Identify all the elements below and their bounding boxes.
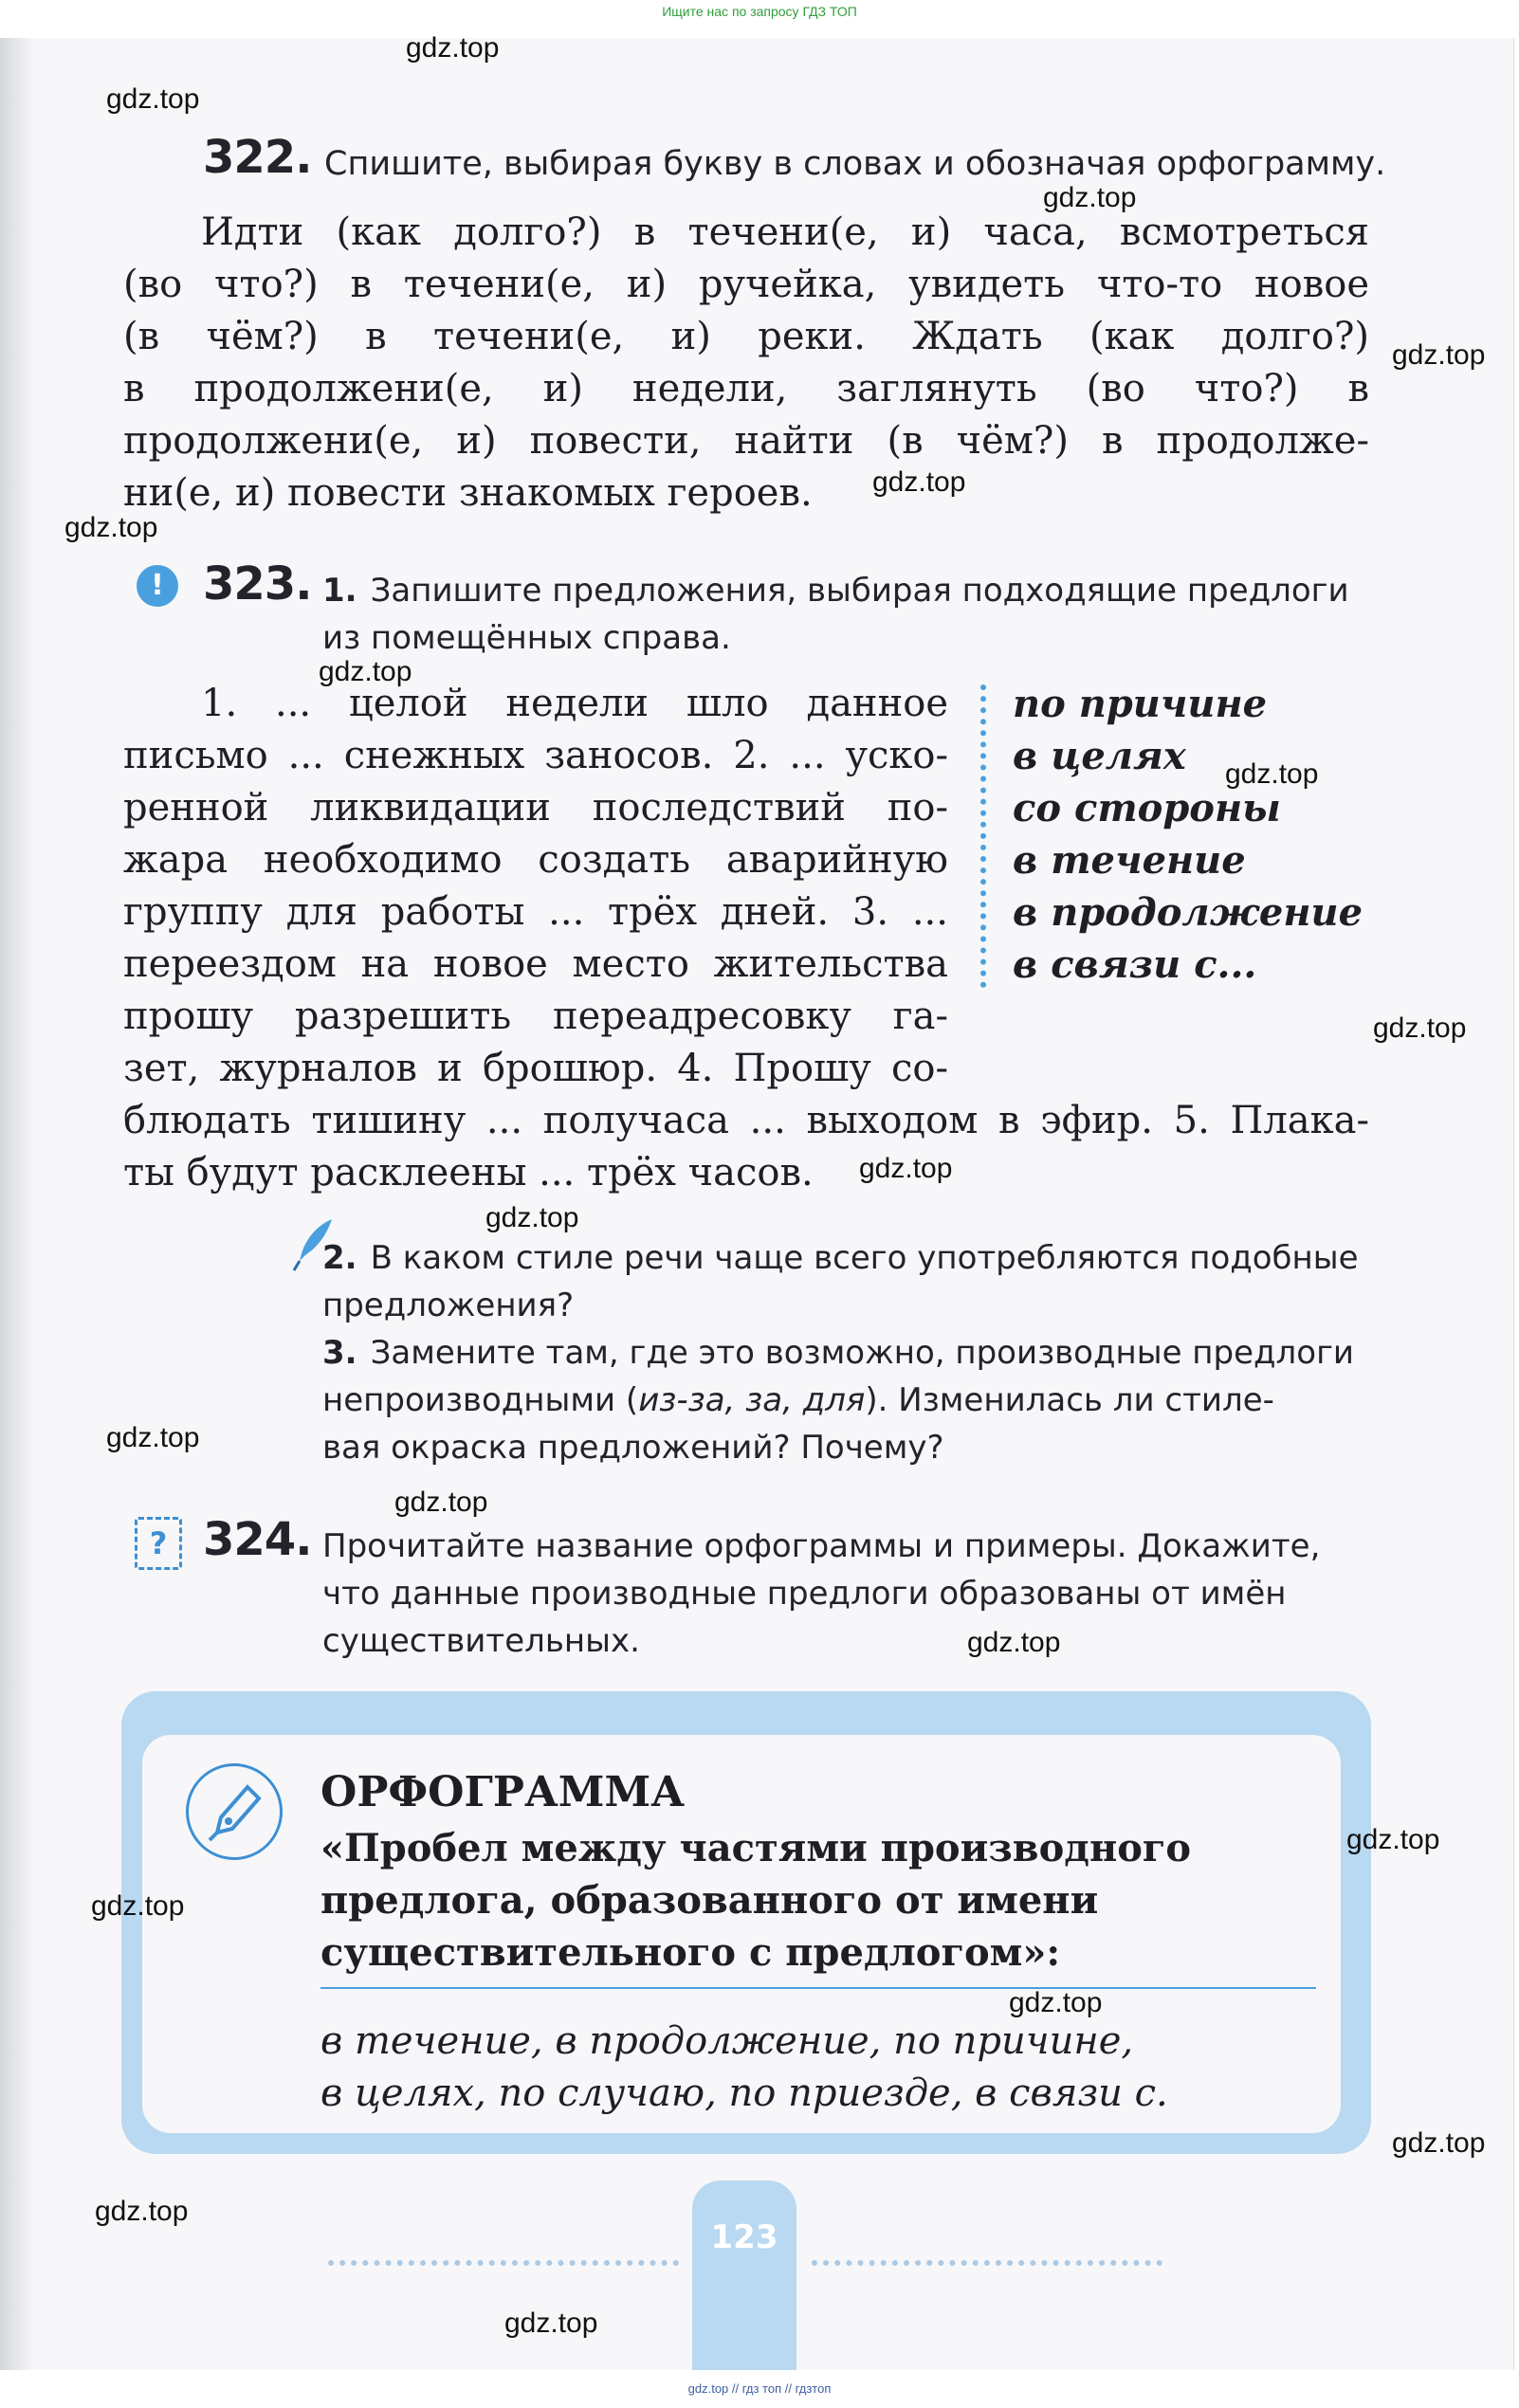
text-line: продолжени(е, и) повести, найти (в чём?) в продолже- — [123, 419, 1369, 463]
watermark: gdz.top — [1373, 1012, 1467, 1044]
task-number: 2. — [322, 1239, 357, 1277]
alert-icon: ! — [137, 565, 178, 607]
task-line: Замените там, где это возможно, производные предлоги — [370, 1334, 1355, 1372]
text-line: зет, журналов и брошюр. 4. Прошу со- — [123, 1047, 948, 1090]
rule-example-line: в целях, по случаю, по приезде, в связи с. — [320, 2071, 1168, 2115]
preposition-item: со стороны — [1013, 786, 1281, 830]
text-line: ни(е, и) повести знакомых героев. — [123, 471, 813, 515]
preposition-item: в целях — [1013, 734, 1186, 778]
exercise-323-number: 323. — [203, 557, 312, 611]
text-line: (во что?) в течени(е, и) ручейка, увидеть что-то новое — [123, 263, 1369, 306]
task-line: Запишите предложения, выбирая подходящие предлоги — [370, 572, 1349, 610]
preposition-item: в течение — [1013, 838, 1246, 883]
watermark: gdz.top — [1346, 1824, 1440, 1855]
page-number-tab — [692, 2180, 796, 2370]
exercise-323-task-2 — [322, 1234, 1359, 1329]
exercise-322-number: 322. — [203, 131, 312, 184]
watermark: gdz.top — [319, 656, 412, 687]
dotted-divider — [980, 684, 986, 988]
text-line: прошу разрешить переадресовку га- — [123, 994, 948, 1038]
watermark: gdz.top — [1392, 339, 1486, 371]
text-line: в продолжени(е, и) недели, заглянуть (во что?) в — [123, 367, 1369, 410]
text-line: письмо ... снежных заносов. 2. ... уско- — [123, 734, 948, 777]
task-line: ). Изменилась ли стиле- — [865, 1381, 1274, 1419]
footer-dots-right — [812, 2260, 1162, 2266]
rule-title: ОРФОГРАММА — [320, 1768, 686, 1816]
text-line: группу для работы ... трёх дней. 3. ... — [123, 890, 948, 934]
footer-dots-left — [328, 2260, 679, 2266]
text-line: переездом на новое место жительства — [123, 942, 948, 986]
preposition-item: в продолжение — [1013, 890, 1363, 935]
exercise-323-task-3 — [322, 1329, 1354, 1471]
text-line: ренной ликвидации последствий по- — [123, 786, 948, 830]
task-number: 3. — [322, 1334, 357, 1372]
watermark: gdz.top — [106, 83, 200, 115]
watermark: gdz.top — [64, 512, 158, 543]
exercise-323-task-1 — [322, 567, 1349, 662]
watermark: gdz.top — [872, 466, 966, 498]
task-line: предложения? — [322, 1286, 575, 1324]
rule-divider — [320, 1987, 1316, 1989]
spine-shadow — [0, 38, 34, 2370]
watermark: gdz.top — [1009, 1987, 1103, 2018]
text-line: жара необходимо создать аварийную — [123, 838, 948, 882]
preposition-item: в связи с... — [1013, 942, 1257, 987]
task-line: В каком стиле речи чаще всего употребляются подобные — [370, 1239, 1359, 1277]
bottom-banner[interactable]: gdz.top // гдз топ // гдзтоп — [687, 2381, 832, 2396]
watermark: gdz.top — [1392, 2127, 1486, 2159]
rule-name-line: «Пробел между частями производного — [320, 1826, 1192, 1870]
text-line: ты будут расклеены ... трёх часов. — [123, 1151, 814, 1195]
rule-example-line: в течение, в продолжение, по причине, — [320, 2019, 1134, 2063]
text-line: 1. ... целой недели шло данное — [201, 682, 948, 725]
watermark: gdz.top — [1043, 182, 1137, 213]
text-line: Идти (как долго?) в течени(е, и) часа, всмотреться — [201, 210, 1369, 254]
preposition-item: по причине — [1013, 682, 1268, 726]
task-line: вая окраска предложений? Почему? — [322, 1429, 944, 1467]
text-line: (в чём?) в течени(е, и) реки. Ждать (как долго?) — [123, 315, 1369, 358]
task-number: 1. — [322, 572, 357, 610]
exercise-324-number: 324. — [203, 1513, 312, 1566]
preposition-list — [1013, 678, 1363, 991]
question-icon: ? — [135, 1517, 182, 1570]
page-number: 123 — [710, 2218, 778, 2256]
watermark: gdz.top — [504, 2308, 598, 2339]
task-italic-prepositions: из-за, за, для — [638, 1381, 866, 1419]
watermark: gdz.top — [106, 1422, 200, 1453]
watermark: gdz.top — [1225, 758, 1319, 790]
rule-name-line: предлога, образованного от имени — [320, 1878, 1099, 1923]
task-line: из помещённых справа. — [322, 619, 731, 657]
task-line: существительных. — [322, 1622, 640, 1660]
exercise-324-task — [322, 1523, 1320, 1665]
watermark: gdz.top — [394, 1487, 488, 1518]
watermark: gdz.top — [95, 2196, 189, 2227]
rule-examples — [320, 2016, 1168, 2120]
task-line: что данные производные предлоги образованы от имён — [322, 1575, 1287, 1613]
rule-name-line: существительного с предлогом»: — [320, 1930, 1061, 1975]
text-line: блюдать тишину ... получаса ... выходом в эфир. 5. Плака- — [123, 1099, 1369, 1142]
task-line: непроизводными ( — [322, 1381, 639, 1419]
exercise-322-task: Спишите, выбирая букву в словах и обозначая орфограмму. — [324, 145, 1386, 183]
watermark: gdz.top — [859, 1153, 953, 1184]
exercise-322-text — [123, 207, 1369, 520]
exercise-323-text — [123, 678, 948, 1095]
watermark: gdz.top — [485, 1202, 579, 1233]
watermark: gdz.top — [91, 1890, 185, 1922]
rule-name — [320, 1822, 1326, 1979]
watermark: gdz.top — [406, 32, 500, 64]
watermark: gdz.top — [967, 1627, 1061, 1658]
task-line: Прочитайте название орфограммы и примеры. Докажите, — [322, 1527, 1321, 1565]
top-banner[interactable]: Ищите нас по запросу ГДЗ ТОП — [662, 4, 857, 19]
exercise-323-text-wide — [123, 1095, 1369, 1199]
pen-nib-icon — [186, 1763, 283, 1860]
